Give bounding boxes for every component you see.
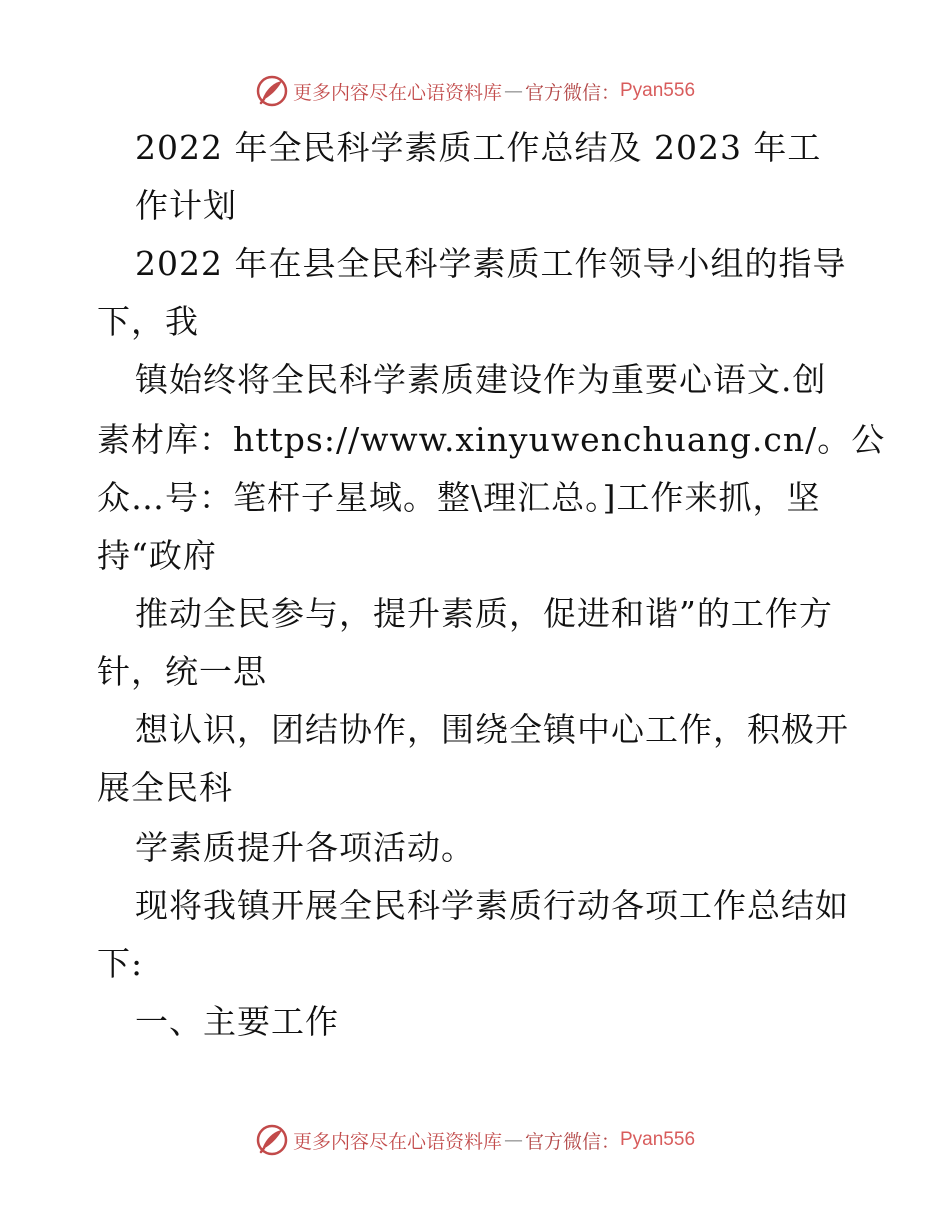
watermark-banner-bottom: [0, 1120, 950, 1160]
paragraph-line: 下，我: [97, 302, 199, 341]
section-heading: 一、主要工作: [135, 1002, 339, 1041]
watermark-contact-label: 官方微信：: [524, 1130, 620, 1153]
watermark-separator: —: [503, 1129, 523, 1151]
paragraph-line: 2022 年在县全民科学素质工作领导小组的指导: [135, 244, 847, 283]
paragraph-line: 素材库：https://www.xinyuwenchuang.cn/。公: [97, 420, 886, 459]
paragraph-line: 下:: [97, 944, 144, 983]
watermark-separator: —: [503, 80, 523, 102]
watermark-text: 更多内容尽在心语资料库: [292, 1130, 502, 1153]
title-line-1: 2022 年全民科学素质工作总结及 2023 年工: [135, 128, 822, 167]
paragraph-line: 学素质提升各项活动。: [135, 828, 475, 867]
watermark-banner-top: [0, 71, 950, 111]
watermark-contact-id: Pyan556: [620, 1129, 696, 1150]
paragraph-line: 众…号：笔杆子星域。整\理汇总。]工作来抓，坚: [97, 478, 821, 517]
quill-pen-icon: [255, 74, 289, 108]
title-line-2: 作计划: [135, 186, 237, 225]
paragraph-line: 现将我镇开展全民科学素质行动各项工作总结如: [135, 886, 849, 925]
watermark-contact-label: 官方微信：: [524, 81, 620, 104]
paragraph-line: 针，统一思: [97, 652, 267, 691]
paragraph-line: 推动全民参与，提升素质，促进和谐”的工作方: [135, 594, 833, 633]
quill-pen-icon: [255, 1123, 289, 1157]
paragraph-line: 镇始终将全民科学素质建设作为重要心语文.创: [135, 360, 827, 399]
paragraph-line: 展全民科: [97, 768, 233, 807]
watermark-contact-id: Pyan556: [620, 80, 696, 101]
paragraph-line: 想认识，团结协作，围绕全镇中心工作，积极开: [135, 710, 849, 749]
watermark-text: 更多内容尽在心语资料库: [292, 81, 502, 104]
paragraph-line: 持“政府: [97, 536, 217, 575]
